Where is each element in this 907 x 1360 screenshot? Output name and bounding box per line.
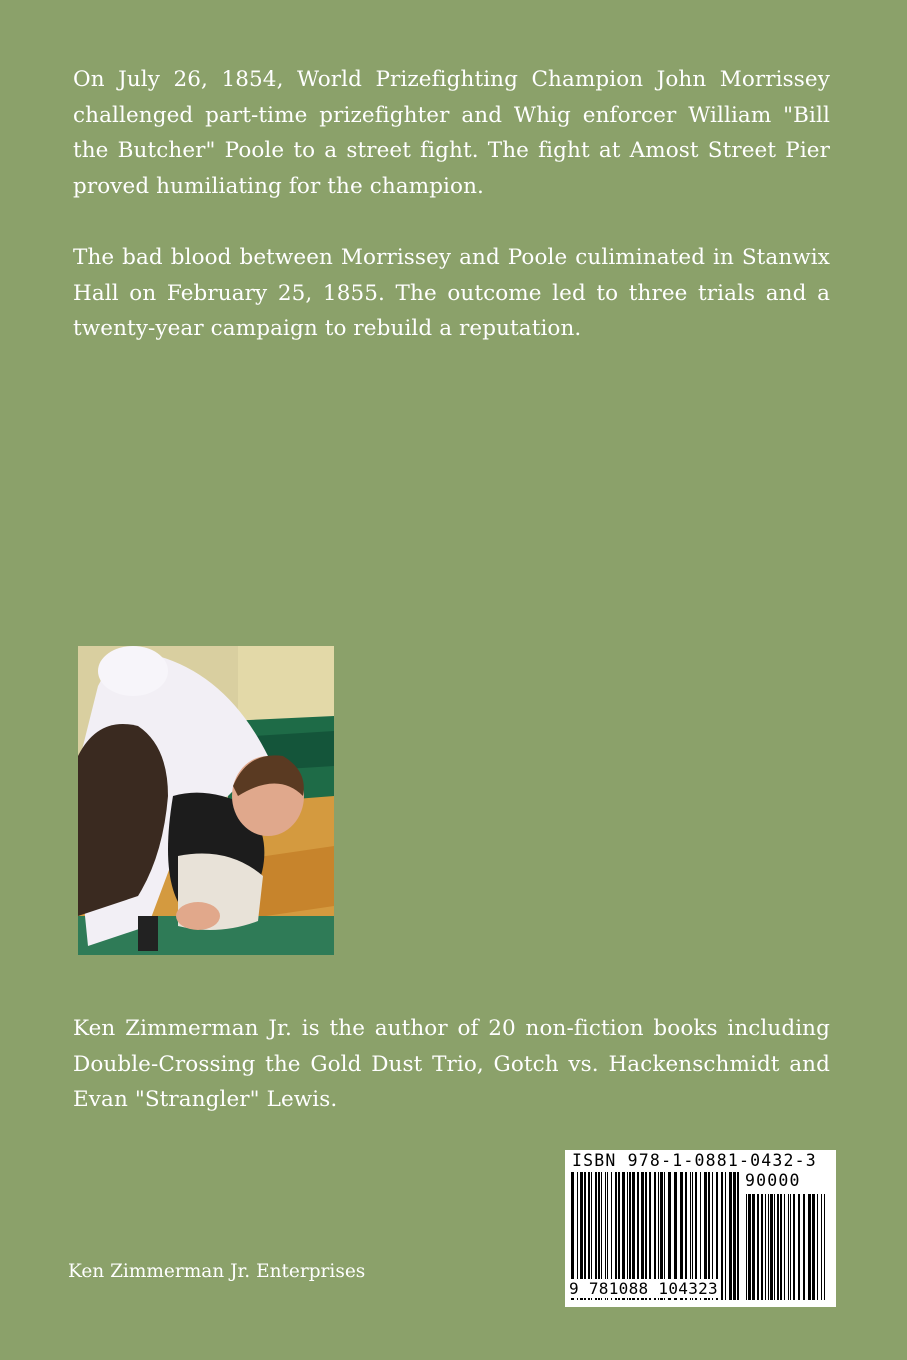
barcode-bar	[808, 1194, 811, 1300]
description-paragraph-1: On July 26, 1854, World Prizefighting Champion John Morrissey challenged part-time prizefighter and Whig enforcer William "Bill the Butcher" Poole to a street fight. The fight at Amost Street Pier proved humiliating for the champion.	[73, 67, 830, 199]
barcode-bar	[821, 1194, 822, 1300]
barcode-bar	[784, 1194, 785, 1300]
barcode-bar	[725, 1172, 726, 1300]
barcode-bar	[757, 1194, 759, 1300]
barcode-bar	[793, 1194, 795, 1300]
price-code: 90000	[745, 1171, 801, 1190]
author-bio: Ken Zimmerman Jr. is the author of 20 non-fiction books including Double-Crossing the Gold Dust Trio, Gotch vs. Hackenschmidt and Evan "Strangler" Lewis.	[73, 1016, 830, 1112]
barcode-bar	[746, 1194, 747, 1300]
description-paragraph-2: The bad blood between Morrissey and Poole culiminated in Stanwix Hall on February 25, 1855. The outcome led to three trials and a twenty-year campaign to rebuild a reputation.	[73, 245, 830, 341]
barcode-bar	[733, 1172, 736, 1300]
barcode-bar	[748, 1194, 751, 1300]
barcode-bar	[812, 1194, 815, 1300]
barcode-bar	[768, 1194, 769, 1300]
barcode-bar	[777, 1194, 779, 1300]
barcode-bar	[737, 1172, 739, 1300]
barcode-bar	[729, 1172, 732, 1300]
barcode-addon-bars	[746, 1194, 826, 1300]
author-photo	[78, 646, 334, 955]
barcode-bar	[798, 1194, 800, 1300]
barcode-bar	[780, 1194, 782, 1300]
barcode-bar	[790, 1194, 791, 1300]
barcode-bar	[765, 1194, 766, 1300]
barcode-bar	[817, 1194, 818, 1300]
barcode-bar	[752, 1194, 755, 1300]
isbn-barcode	[565, 1150, 836, 1307]
barcode-bar	[721, 1172, 723, 1300]
barcode-bar	[774, 1194, 775, 1300]
barcode-bar	[761, 1194, 763, 1300]
barcode-bar	[770, 1194, 773, 1300]
isbn-label: ISBN 978-1-0881-0432-3	[572, 1151, 817, 1170]
publisher-name: Ken Zimmerman Jr. Enterprises	[68, 1261, 366, 1282]
barcode-bar	[788, 1194, 789, 1300]
barcode-bar	[803, 1194, 805, 1300]
barcode-digits: 9 781088 104323	[569, 1279, 718, 1298]
barcode-bar	[824, 1194, 825, 1300]
